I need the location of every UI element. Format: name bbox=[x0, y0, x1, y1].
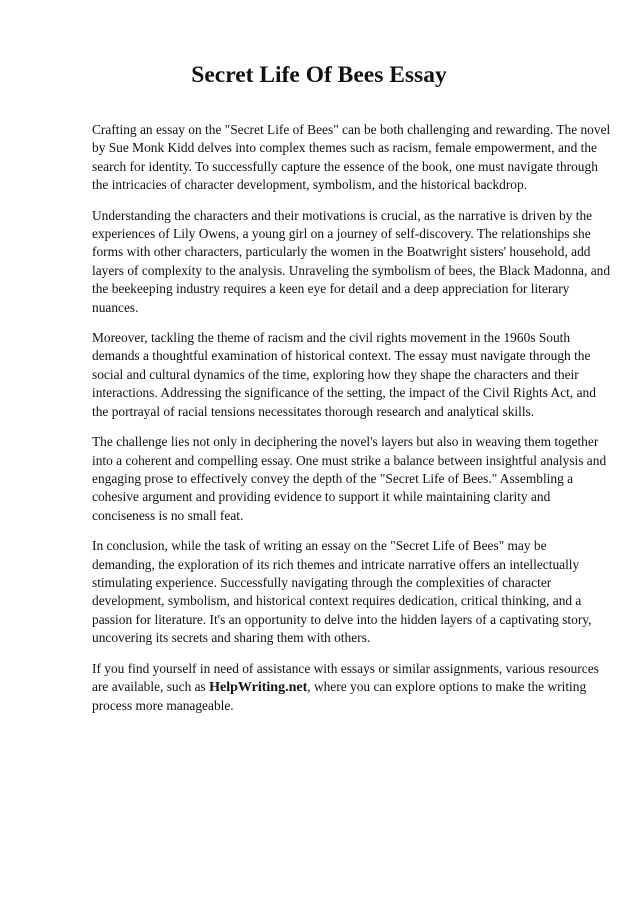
text-line: engaging prose to effectively convey the depth of the "Secret Life of Bees." Assembling a bbox=[92, 470, 574, 486]
text-line: the intricacies of character development, symbolism, and the historical backdrop. bbox=[92, 177, 528, 193]
text-line: If you find yourself in need of assistance with essays or similar assignments, various resources bbox=[92, 660, 599, 676]
text-line: forms with other characters, particularly the women in the Boatwright sisters' household, add bbox=[92, 244, 591, 260]
paragraph-2 bbox=[92, 207, 611, 317]
text-line: the beekeeping industry requires a keen eye for detail and a deep appreciation for literary bbox=[92, 281, 570, 297]
text-line: by Sue Monk Kidd delves into complex themes such as racism, female empowerment, and the bbox=[92, 140, 597, 156]
text-segment: , where you can explore options to make the writing bbox=[307, 678, 587, 694]
paragraph-1 bbox=[92, 121, 611, 195]
text-line: search for identity. To successfully capture the essence of the book, one must navigate through bbox=[92, 158, 598, 174]
text-line: Understanding the characters and their motivations is crucial, as the narrative is driven by the bbox=[92, 207, 593, 223]
paragraph-5 bbox=[92, 537, 592, 647]
text-line: In conclusion, while the task of writing an essay on the "Secret Life of Bees" may be bbox=[92, 538, 547, 554]
text-line: conciseness is no small feat. bbox=[92, 507, 244, 523]
text-line: into a coherent and compelling essay. One must strike a balance between insightful analysis and bbox=[92, 452, 607, 468]
text-line: the portrayal of racial tensions necessitates thorough research and analytical skills. bbox=[92, 403, 535, 419]
text-line: process more manageable. bbox=[92, 698, 234, 714]
page-title: Secret Life Of Bees Essay bbox=[191, 62, 447, 88]
text-line: uncovering its secrets and sharing them with others. bbox=[92, 630, 371, 646]
text-segment: are available, such as bbox=[92, 678, 210, 694]
text-line-with-link bbox=[92, 678, 592, 697]
text-line: Moreover, tackling the theme of racism and the civil rights movement in the 1960s South bbox=[92, 330, 571, 346]
text-line: development, symbolism, and historical context requires dedication, critical thinking, and a bbox=[92, 593, 582, 609]
helpwriting-link[interactable]: HelpWriting.net bbox=[209, 679, 308, 695]
text-line: demanding, the exploration of its rich themes and intricate narrative offers an intellectually bbox=[92, 556, 580, 572]
text-line: social and cultural dynamics of the time, exploring how they shape the characters and their bbox=[92, 366, 579, 382]
text-line: stimulating experience. Successfully navigating through the complexities of character bbox=[92, 574, 552, 590]
text-line: The challenge lies not only in deciphering the novel's layers but also in weaving them together bbox=[92, 434, 599, 450]
text-line: interactions. Addressing the significance of the setting, the impact of the Civil Rights Act, and bbox=[92, 385, 596, 401]
text-line: nuances. bbox=[92, 299, 139, 315]
text-line: cohesive argument and providing evidence to support it while maintaining clarity and bbox=[92, 489, 551, 505]
text-line: layers of complexity to the analysis. Unraveling the symbolism of bees, the Black Madonna, and bbox=[92, 262, 611, 278]
text-line: demands a thoughtful examination of historical context. The essay must navigate through the bbox=[92, 348, 591, 364]
paragraph-4 bbox=[92, 433, 607, 525]
text-line: Crafting an essay on the "Secret Life of Bees" can be both challenging and rewarding. The novel bbox=[92, 122, 611, 137]
closing-paragraph bbox=[92, 660, 599, 716]
text-line: experiences of Lily Owens, a young girl on a journey of self-discovery. The relationships she bbox=[92, 226, 591, 242]
paragraph-3 bbox=[92, 329, 596, 421]
document-body bbox=[92, 121, 611, 728]
text-line: passion for literature. It's an opportunity to delve into the hidden layers of a captivating story, bbox=[92, 611, 592, 627]
